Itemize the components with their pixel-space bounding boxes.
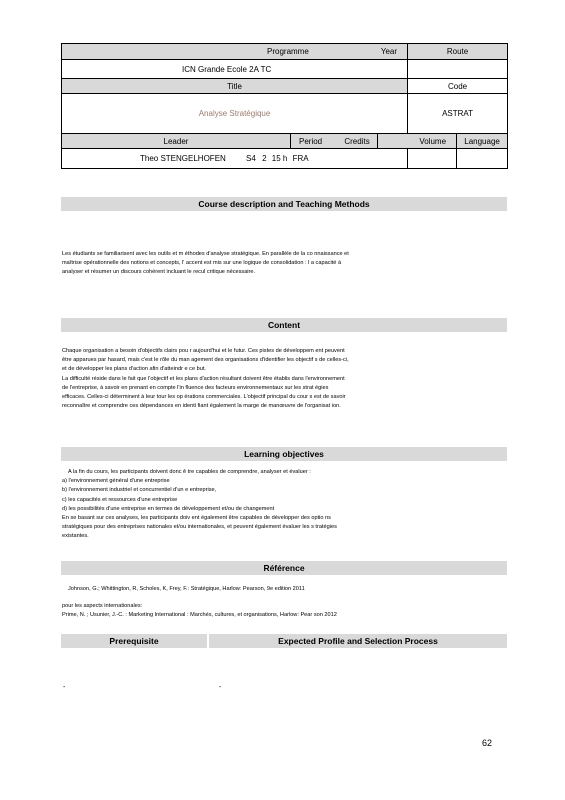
language-value: FRA [292, 154, 309, 163]
course-description-text [62, 250, 502, 278]
volume-label: Volume [378, 134, 457, 149]
learning-objectives-heading: Learning objectives [61, 447, 507, 461]
route-value [408, 60, 508, 79]
course-title: Analyse Stratégique [62, 94, 408, 134]
programme-year-header-cell [62, 44, 408, 60]
leader-label: Leader [62, 134, 291, 149]
year-label: Year [380, 47, 398, 56]
period-label: Period [299, 136, 323, 146]
content-line: de l'entreprise, à savoir en prenant en compte l'in fluence des facteurs environnementaux sur les strat égies [62, 384, 329, 391]
course-code: ASTRAT [408, 94, 508, 134]
reference-line: pour les aspects internationales: [62, 603, 143, 609]
content-line: La difficulté réside dans le fait que l'objectif et les plans d'action résultant doivent être établis dans l'environnement [62, 375, 345, 382]
programme-value: ICN Grande Ecole 2A TC [62, 60, 408, 79]
objectives-line: stratégiques pour des entreprises nationales et/ou internationales, et peuvent également évaluer les s tratégies [62, 524, 337, 531]
course-header-table [61, 43, 508, 169]
period-value: S4 [246, 154, 256, 163]
reference-text [62, 585, 502, 619]
course-description-heading: Course description and Teaching Methods [61, 197, 507, 211]
objectives-line: En se basant sur ces analyses, les participants doiv ent également être capables de développer des optio ns [62, 515, 331, 522]
content-line: Chaque organisation a besoin d'objectifs clairs pou r aujourd'hui et le futur. Ces pistes de développem ent peuvent [62, 348, 345, 354]
content-heading: Content [61, 318, 507, 332]
language-cell [457, 149, 508, 169]
reference-heading: Référence [61, 561, 507, 575]
objectives-line: A la fin du cours, les participants doivent donc ê tre capables de comprendre, analyser et évaluer : [68, 469, 311, 475]
course-description-line: analyser et résumer un discours cohérent incluant le recul critique nécessaire. [62, 269, 256, 276]
leader-row [62, 149, 408, 169]
credits-value: 2 [262, 154, 267, 163]
code-label: Code [408, 79, 508, 94]
prerequisite-dash: - [63, 684, 66, 691]
volume-value: 15 h [271, 154, 288, 163]
content-text [62, 347, 502, 411]
objectives-line: d) les possibilités d'une entreprise en termes de développement et/ou de changement [62, 505, 275, 512]
content-line: efficaces. Celles-ci déterminent à leur tour les op érations commerciales. L'objectif principal du cour s est de savoir [62, 394, 346, 401]
expected-profile-dash: - [219, 684, 222, 691]
expected-profile-heading: Expected Profile and Selection Process [209, 634, 507, 648]
learning-objectives-text [62, 468, 502, 542]
programme-label: Programme [267, 47, 309, 56]
period-credits-cell [291, 134, 378, 149]
content-line: et de développer les plans d'action afin d'atteindr e ce but. [62, 366, 206, 373]
reference-line: Johnson, G.; Whittington, R, Scholes, K, Frey, F.: Stratégique, Harlow: Pearson, 9e edition 2011 [68, 586, 305, 592]
course-description-line: Les étudiants se familiarisent avec les outils et m éthodes d'analyse stratégique. En parallèle de la co nnaissance et [62, 251, 349, 257]
language-label: Language [457, 134, 508, 149]
credits-label: Credits [344, 136, 370, 146]
reference-line: Prime, N. ; Usunier, J.-C. : Marketing International : Marchés, cultures, et organisations, Harlow: Pear son 2012 [62, 611, 337, 618]
course-description-line: maîtrise opérationnelle des notions et concepts, l' accent est mis sur une logique de consolidation : l a capacité à [62, 260, 342, 267]
volume-cell [408, 149, 457, 169]
prerequisite-heading: Prerequisite [61, 634, 207, 648]
title-label: Title [62, 79, 408, 94]
objectives-line: c) les capacités et ressources d'une entreprise [62, 496, 178, 503]
content-line: reconnaître et comprendre ces dépendances en identi fiant également la marge de manœuvre de l'organisat ion. [62, 403, 341, 410]
objectives-line: a) l'environnement général d'une entreprise [62, 478, 170, 485]
objectives-line: existantes. [62, 533, 89, 540]
objectives-line: b) l'environnement industriel et concurrentiel d'un e entreprise, [62, 487, 217, 494]
reference-spacer [62, 594, 502, 603]
page-number: 62 [482, 738, 493, 748]
route-label: Route [408, 44, 508, 60]
leader-value: Theo STENGELHOFEN [140, 154, 226, 163]
content-line: être apparues par hasard, mais c'est le rôle du man agement des organisations d'identifier les objectif s de celles-ci, [62, 357, 349, 364]
